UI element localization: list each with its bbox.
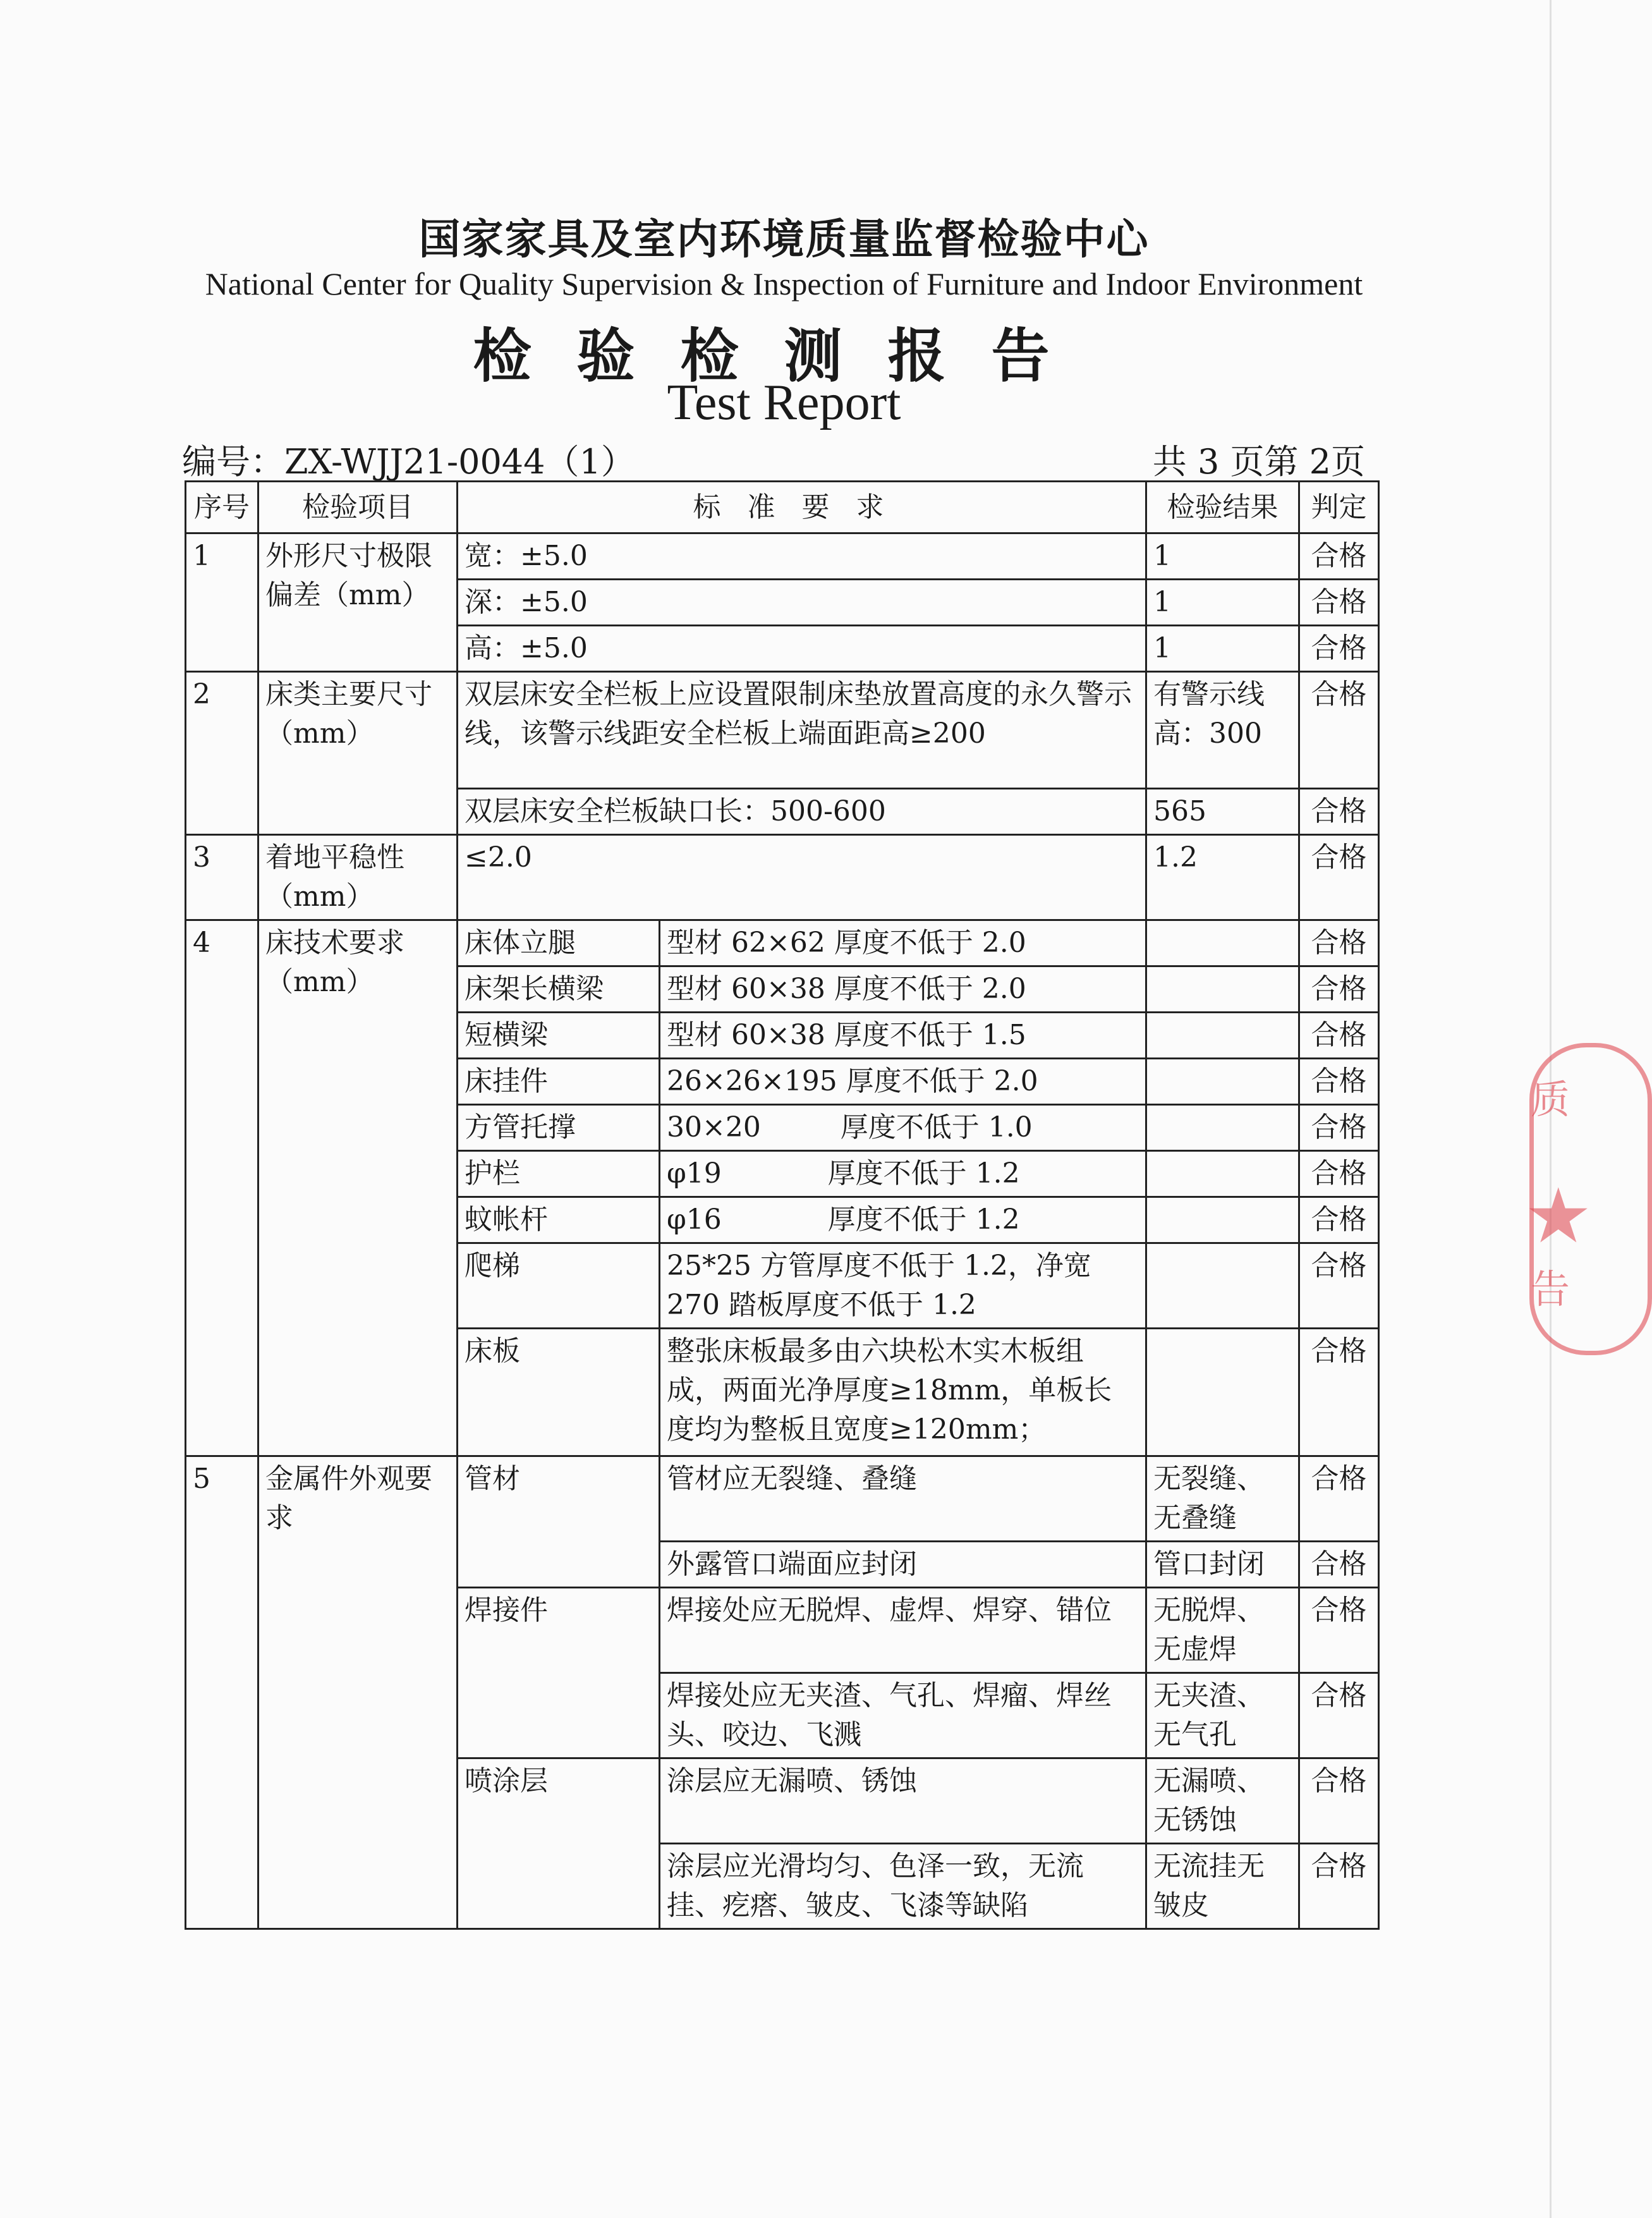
part-cell: 短横梁: [458, 1013, 660, 1059]
verdict-cell: 合格: [1299, 1758, 1379, 1844]
header-requirement: 标准要求: [458, 482, 1146, 533]
verdict-cell: 合格: [1299, 1673, 1379, 1758]
requirement-cell: 25*25 方管厚度不低于 1.2，净宽270 踏板厚度不低于 1.2: [660, 1243, 1146, 1329]
result-cell: 1: [1146, 533, 1299, 580]
result-cell: [1146, 1329, 1299, 1456]
result-cell: [1146, 1243, 1299, 1329]
requirement-cell: ≤2.0: [458, 835, 1146, 920]
requirement-cell: 型材 62×62 厚度不低于 2.0: [660, 920, 1146, 966]
table-row: [186, 1456, 1379, 1542]
result-cell: [1146, 1105, 1299, 1151]
requirement-cell: 外露管口端面应封闭: [660, 1542, 1146, 1588]
row-item: 着地平稳性（mm）: [258, 835, 458, 920]
part-cell: 蚊帐杆: [458, 1197, 660, 1243]
verdict-cell: 合格: [1299, 626, 1379, 672]
part-cell: 管材: [458, 1456, 660, 1588]
part-cell: 床架长横梁: [458, 966, 660, 1013]
verdict-cell: 合格: [1299, 580, 1379, 626]
row-item: 金属件外观要求: [258, 1456, 458, 1929]
part-cell: 床板: [458, 1329, 660, 1456]
requirement-cell: 型材 60×38 厚度不低于 2.0: [660, 966, 1146, 1013]
row-no: 2: [186, 672, 258, 835]
requirement-cell: 深：±5.0: [458, 580, 1146, 626]
report-title-en: Test Report: [667, 375, 901, 430]
result-cell: [1146, 920, 1299, 966]
row-no: 4: [186, 920, 258, 1456]
header-no: 序号: [186, 482, 258, 533]
header-row: [186, 482, 1379, 533]
requirement-cell: 30×20 厚度不低于 1.0: [660, 1105, 1146, 1151]
row-no: 5: [186, 1456, 258, 1929]
result-cell: 无流挂无皱皮: [1146, 1844, 1299, 1929]
requirement-cell: 宽：±5.0: [458, 533, 1146, 580]
result-cell: [1146, 1197, 1299, 1243]
verdict-cell: 合格: [1299, 1013, 1379, 1059]
part-cell: 护栏: [458, 1151, 660, 1197]
part-cell: 喷涂层: [458, 1758, 660, 1929]
verdict-cell: 合格: [1299, 672, 1379, 789]
header-item: 检验项目: [258, 482, 458, 533]
verdict-cell: 合格: [1299, 1844, 1379, 1929]
table-row: [186, 920, 1379, 966]
requirement-cell: 管材应无裂缝、叠缝: [660, 1456, 1146, 1542]
row-item: 床技术要求（mm）: [258, 920, 458, 1456]
part-cell: 爬梯: [458, 1243, 660, 1329]
table-row: [186, 672, 1379, 789]
page-info: 共 3 页第 2页: [1152, 442, 1365, 482]
org-name-cn: 国家家具及室内环境质量监督检验中心: [418, 214, 1150, 264]
result-cell: 管口封闭: [1146, 1542, 1299, 1588]
requirement-cell: 涂层应光滑均匀、色泽一致，无流挂、疙瘩、皱皮、飞漆等缺陷: [660, 1844, 1146, 1929]
part-cell: 方管托撑: [458, 1105, 660, 1151]
verdict-cell: 合格: [1299, 835, 1379, 920]
verdict-cell: 合格: [1299, 966, 1379, 1013]
table-row: [186, 533, 1379, 580]
result-cell: [1146, 1059, 1299, 1105]
part-cell: 床体立腿: [458, 920, 660, 966]
requirement-cell: 整张床板最多由六块松木实木板组成，两面光净厚度≥18mm，单板长度均为整板且宽度≥120mm；: [660, 1329, 1146, 1456]
result-cell: 无漏喷、无锈蚀: [1146, 1758, 1299, 1844]
table-row: [186, 835, 1379, 920]
row-item: 外形尺寸极限偏差（mm）: [258, 533, 458, 672]
verdict-cell: 合格: [1299, 1151, 1379, 1197]
result-cell: [1146, 966, 1299, 1013]
verdict-cell: 合格: [1299, 1243, 1379, 1329]
result-cell: 有警示线高：300: [1146, 672, 1299, 789]
verdict-cell: 合格: [1299, 1542, 1379, 1588]
verdict-cell: 合格: [1299, 1588, 1379, 1673]
requirement-cell: φ16 厚度不低于 1.2: [660, 1197, 1146, 1243]
requirement-cell: 26×26×195 厚度不低于 2.0: [660, 1059, 1146, 1105]
header-result: 检验结果: [1146, 482, 1299, 533]
result-cell: [1146, 1013, 1299, 1059]
verdict-cell: 合格: [1299, 1105, 1379, 1151]
verdict-cell: 合格: [1299, 1456, 1379, 1542]
report-title-cn: 检验检测报告: [473, 322, 1095, 390]
verdict-cell: 合格: [1299, 1329, 1379, 1456]
requirement-cell: 焊接处应无夹渣、气孔、焊瘤、焊丝头、咬边、飞溅: [660, 1673, 1146, 1758]
result-cell: 1.2: [1146, 835, 1299, 920]
part-cell: 焊接件: [458, 1588, 660, 1758]
verdict-cell: 合格: [1299, 1197, 1379, 1243]
result-cell: 1: [1146, 580, 1299, 626]
requirement-cell: 双层床安全栏板上应设置限制床垫放置高度的永久警示线，该警示线距安全栏板上端面距高≥200: [458, 672, 1146, 789]
verdict-cell: 合格: [1299, 789, 1379, 835]
result-cell: 无裂缝、无叠缝: [1146, 1456, 1299, 1542]
row-no: 1: [186, 533, 258, 672]
verdict-cell: 合格: [1299, 920, 1379, 966]
verdict-cell: 合格: [1299, 533, 1379, 580]
seal-text-top: 质: [1531, 1076, 1570, 1123]
result-cell: 无脱焊、无虚焊: [1146, 1588, 1299, 1673]
requirement-cell: 双层床安全栏板缺口长：500-600: [458, 789, 1146, 835]
inspection-table: [185, 480, 1380, 1930]
result-cell: [1146, 1151, 1299, 1197]
row-no: 3: [186, 835, 258, 920]
result-cell: 1: [1146, 626, 1299, 672]
result-cell: 565: [1146, 789, 1299, 835]
row-item: 床类主要尺寸（mm）: [258, 672, 458, 835]
requirement-cell: 焊接处应无脱焊、虚焊、焊穿、错位: [660, 1588, 1146, 1673]
requirement-cell: 型材 60×38 厚度不低于 1.5: [660, 1013, 1146, 1059]
seal-star-icon: ★: [1524, 1173, 1593, 1260]
requirement-cell: 涂层应无漏喷、锈蚀: [660, 1758, 1146, 1844]
result-cell: 无夹渣、无气孔: [1146, 1673, 1299, 1758]
org-name-en: National Center for Quality Supervision & Inspection of Furniture and Indoor Environment: [205, 266, 1363, 302]
report-number: 编号：ZX-WJJ21-0044（1）: [182, 442, 635, 482]
requirement-cell: φ19 厚度不低于 1.2: [660, 1151, 1146, 1197]
verdict-cell: 合格: [1299, 1059, 1379, 1105]
header-verdict: 判定: [1299, 482, 1379, 533]
seal-text-bottom: 告: [1531, 1266, 1570, 1312]
part-cell: 床挂件: [458, 1059, 660, 1105]
requirement-cell: 高：±5.0: [458, 626, 1146, 672]
